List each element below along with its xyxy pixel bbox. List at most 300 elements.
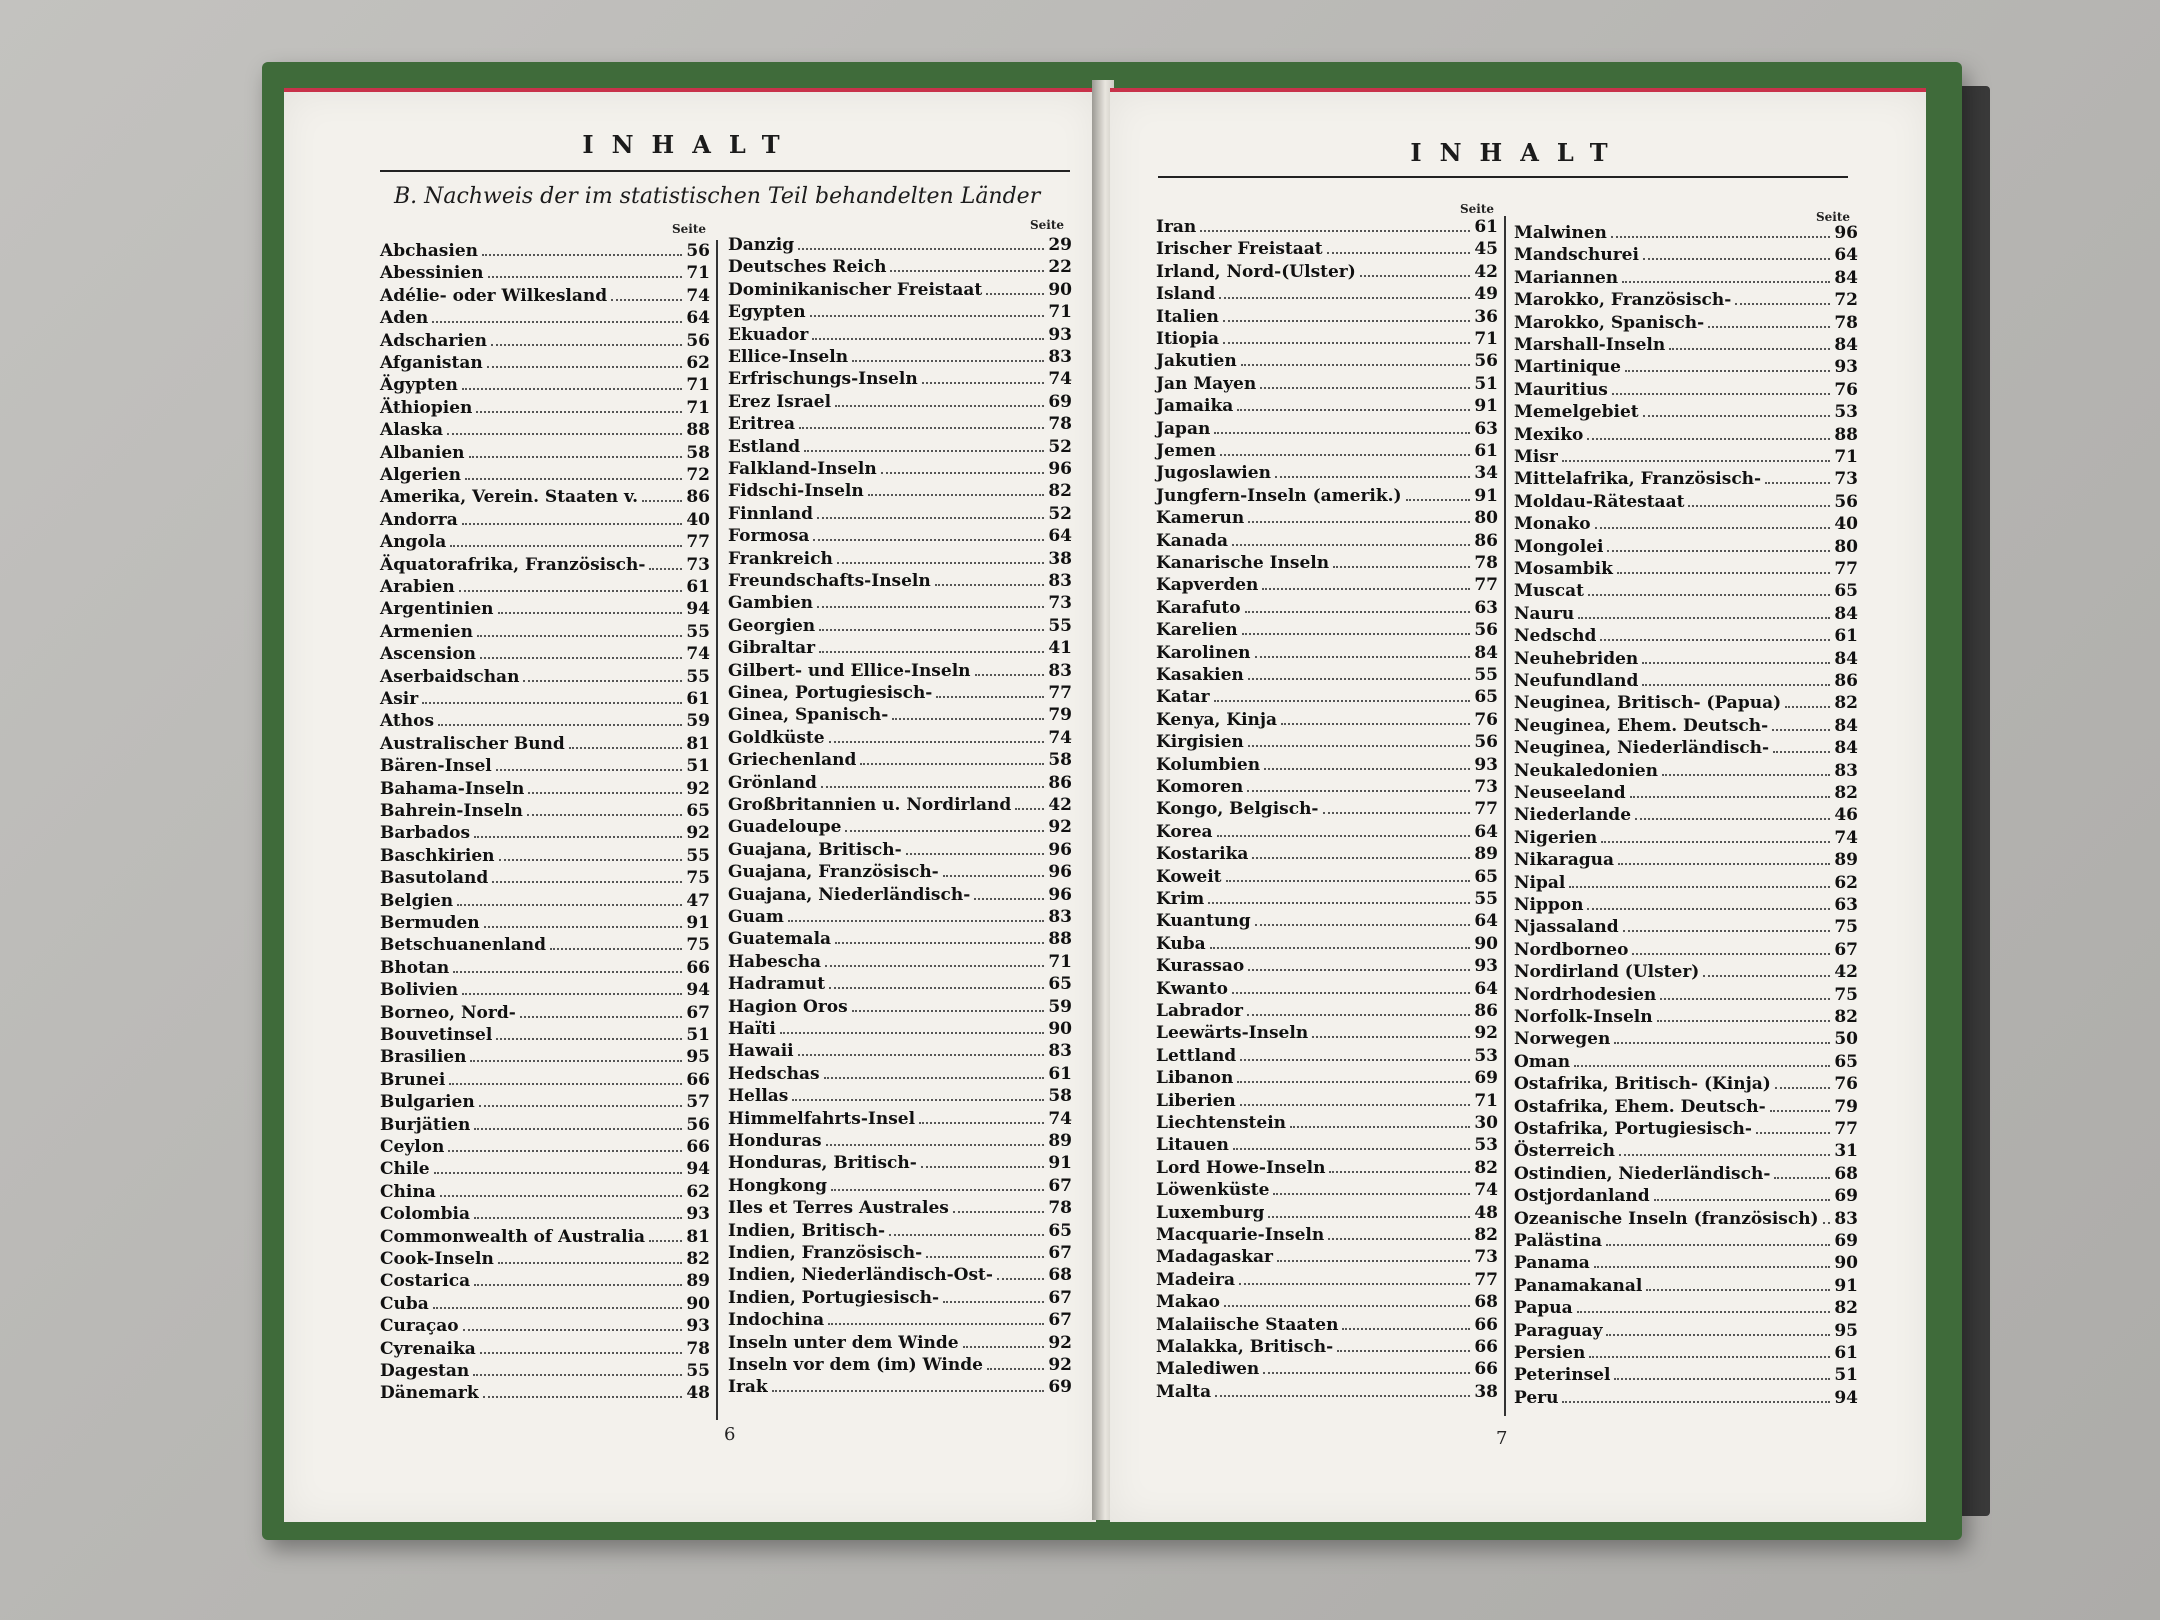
country-name: Neukaledonien: [1514, 760, 1659, 781]
page-ref: 31: [1834, 1141, 1858, 1162]
index-entry: [380, 778, 710, 800]
index-entry: [380, 352, 710, 374]
page-ref: 64: [1474, 911, 1498, 932]
country-name: Hadramut: [728, 974, 826, 995]
dot-leader: [1328, 1228, 1470, 1240]
index-entry: [380, 554, 710, 576]
country-name: Krim: [1156, 889, 1205, 909]
dot-leader: [487, 356, 682, 368]
country-name: Argentinien: [380, 599, 494, 620]
page-ref: 81: [686, 1226, 710, 1247]
dot-leader: [1240, 1049, 1470, 1061]
country-name: Malaiische Staaten: [1156, 1314, 1339, 1335]
country-name: Peterinsel: [1514, 1365, 1611, 1386]
page-ref: 45: [1474, 239, 1498, 260]
dot-leader: [987, 1358, 1044, 1370]
index-entry: [1156, 1381, 1498, 1403]
index-entry: [380, 307, 710, 329]
dot-leader: [922, 372, 1044, 384]
index-entry: [1514, 356, 1858, 378]
dot-leader: [1264, 758, 1470, 770]
country-name: Madagaskar: [1156, 1247, 1273, 1268]
dot-leader: [1623, 920, 1830, 932]
index-entry: [728, 592, 1072, 614]
index-entry: [1156, 866, 1498, 888]
page-ref: 73: [1474, 777, 1498, 797]
index-entry: [1156, 933, 1498, 955]
country-name: Borneo, Nord-: [380, 1002, 516, 1023]
page-ref: 38: [1048, 548, 1072, 569]
country-name: Dagestan: [380, 1361, 470, 1381]
page-ref: 40: [686, 509, 710, 530]
country-name: Honduras, Britisch-: [728, 1153, 917, 1174]
country-name: Liechtenstein: [1156, 1113, 1287, 1133]
page-ref: 96: [1048, 862, 1072, 883]
index-entry: [1514, 1006, 1858, 1028]
country-name: Colombia: [380, 1204, 471, 1225]
dot-leader: [1618, 853, 1830, 865]
page-ref: 92: [1048, 1355, 1072, 1375]
page-ref: 69: [1048, 1377, 1072, 1398]
index-entry: [380, 1203, 710, 1225]
page-ref: 61: [1048, 1063, 1072, 1084]
country-name: Peru: [1514, 1387, 1559, 1408]
page-ref: 75: [686, 868, 710, 889]
dot-leader: [499, 849, 683, 861]
page-ref: 71: [1474, 1090, 1498, 1111]
page-ref: 36: [1474, 306, 1498, 327]
header-rule: [380, 170, 1070, 172]
dot-leader: [520, 1006, 682, 1018]
page-ref: 65: [1048, 1220, 1072, 1241]
index-entry: [1514, 1387, 1858, 1409]
page-ref: 53: [1474, 1045, 1498, 1066]
page-ref: 88: [1834, 424, 1858, 445]
dot-leader: [1262, 578, 1470, 590]
index-entry: [1514, 401, 1858, 423]
index-entry: [380, 845, 710, 867]
dot-leader: [523, 670, 682, 682]
index-column: [1514, 222, 1858, 1442]
dot-leader: [1660, 988, 1830, 1000]
dot-leader: [828, 1313, 1044, 1325]
dot-leader: [943, 1291, 1044, 1303]
country-name: Bermuden: [380, 913, 480, 933]
dot-leader: [488, 266, 683, 278]
index-entry: [1156, 1336, 1498, 1358]
country-name: Nedschd: [1514, 626, 1597, 647]
country-name: Bahama-Inseln: [380, 778, 525, 799]
index-entry: [1514, 558, 1858, 580]
country-name: Aserbaidschan: [380, 666, 520, 687]
country-name: Luxemburg: [1156, 1202, 1265, 1223]
country-name: Burjätien: [380, 1114, 471, 1135]
country-name: Armenien: [380, 621, 473, 642]
index-entry: [1514, 1028, 1858, 1050]
dot-leader: [1329, 1161, 1470, 1173]
dot-leader: [1773, 741, 1830, 753]
page-ref: 73: [1048, 593, 1072, 614]
dot-leader: [1577, 1301, 1830, 1313]
index-entry: [1156, 798, 1498, 820]
country-name: Jugoslawien: [1156, 463, 1271, 484]
page-ref: 68: [1048, 1265, 1072, 1286]
index-entry: [1156, 843, 1498, 865]
index-entry: [1514, 1230, 1858, 1252]
country-name: Iran: [1156, 217, 1197, 237]
page-ref: 71: [1048, 951, 1072, 972]
page-ref: 84: [1834, 738, 1858, 759]
dot-leader: [470, 1050, 682, 1062]
page-ref: 46: [1834, 805, 1858, 826]
dot-leader: [889, 1224, 1044, 1236]
index-entry: [1514, 1297, 1858, 1319]
page-ref: 96: [1048, 459, 1072, 479]
page-ref: 88: [1048, 929, 1072, 950]
country-name: Kuba: [1156, 933, 1206, 954]
index-entry: [1514, 1208, 1858, 1230]
page-ref: 93: [1834, 357, 1858, 378]
country-name: Persien: [1514, 1343, 1586, 1363]
country-name: Memelgebiet: [1514, 402, 1639, 423]
dot-leader: [868, 484, 1044, 496]
dot-leader: [498, 602, 682, 614]
dot-leader: [831, 1179, 1044, 1191]
index-entry: [728, 1287, 1072, 1309]
page-ref: 92: [1048, 1332, 1072, 1353]
dot-leader: [1237, 1071, 1470, 1083]
index-entry: [728, 861, 1072, 883]
page-ref: 80: [1834, 536, 1858, 557]
country-name: Basutoland: [380, 868, 489, 889]
dot-leader: [1210, 937, 1470, 949]
country-name: Georgien: [728, 615, 816, 636]
page-ref: 76: [1834, 1074, 1858, 1095]
index-entry: [1514, 894, 1858, 916]
dot-leader: [474, 1207, 682, 1219]
country-name: Ostafrika, Portugiesisch-: [1514, 1119, 1752, 1139]
page-ref: 71: [1048, 302, 1072, 323]
index-column: [1156, 216, 1498, 1436]
dot-leader: [804, 440, 1044, 452]
index-entry: [380, 733, 710, 755]
page-ref: 55: [1474, 665, 1498, 685]
index-entry: [728, 816, 1072, 838]
page-ref: 82: [1474, 1157, 1498, 1178]
country-name: Neuseeland: [1514, 783, 1626, 803]
dot-leader: [433, 1297, 682, 1309]
country-name: Commonwealth of Australia: [380, 1226, 646, 1247]
dot-leader: [528, 782, 682, 794]
dot-leader: [1214, 690, 1470, 702]
country-name: Äthiopien: [380, 397, 473, 418]
page-ref: 71: [1474, 329, 1498, 349]
index-entry: [1514, 849, 1858, 871]
page-ref: 66: [1474, 1359, 1498, 1380]
country-name: Neufundland: [1514, 671, 1639, 691]
dot-leader: [792, 1089, 1044, 1101]
country-name: Kwanto: [1156, 978, 1228, 999]
country-name: Österreich: [1514, 1141, 1615, 1162]
page-ref: 75: [1834, 917, 1858, 938]
page-ref: 83: [1048, 347, 1072, 367]
page-ref: 79: [1834, 1096, 1858, 1117]
dot-leader: [860, 753, 1044, 765]
country-name: Muscat: [1514, 581, 1584, 602]
page-ref: 38: [1474, 1381, 1498, 1402]
dot-leader: [434, 1162, 682, 1174]
index-entry: [1514, 446, 1858, 468]
index-entry: [1514, 782, 1858, 804]
index-entry: [1514, 1320, 1858, 1342]
page-ref: 56: [1834, 491, 1858, 512]
index-entry: [380, 1046, 710, 1068]
page-ref: 65: [1048, 974, 1072, 995]
country-name: Großbritannien u. Nordirland: [728, 795, 1012, 815]
seite-label: Seite: [1460, 202, 1495, 216]
dot-leader: [1770, 1100, 1830, 1112]
index-entry: [728, 660, 1072, 682]
country-name: Malediwen: [1156, 1359, 1260, 1380]
country-name: Kurassao: [1156, 956, 1245, 977]
dot-leader: [463, 1319, 682, 1331]
dot-leader: [986, 283, 1044, 295]
page-ref: 75: [1834, 984, 1858, 1005]
index-entry: [1156, 530, 1498, 552]
country-name: Guatemala: [728, 929, 832, 950]
country-name: Mosambik: [1514, 559, 1613, 579]
page-ref: 94: [686, 599, 710, 620]
page-ref: 48: [1474, 1202, 1498, 1223]
index-entry: [728, 1040, 1072, 1062]
dot-leader: [462, 983, 682, 995]
page-ref: 49: [1474, 284, 1498, 305]
dot-leader: [1600, 629, 1830, 641]
page-ref: 89: [1834, 850, 1858, 871]
country-name: Finnland: [728, 503, 813, 524]
index-entry: [728, 1332, 1072, 1354]
page-ref: 51: [1834, 1365, 1858, 1386]
page-ref: 59: [686, 711, 710, 732]
country-name: Hellas: [728, 1086, 789, 1107]
dot-leader: [1785, 696, 1830, 708]
country-name: Mittelafrika, Französisch-: [1514, 469, 1762, 490]
page-ref: 29: [1048, 235, 1072, 255]
country-name: Belgien: [380, 890, 454, 911]
page-ref: 42: [1834, 962, 1858, 983]
index-entry: [1156, 978, 1498, 1000]
dot-leader: [1735, 293, 1830, 305]
index-entry: [728, 548, 1072, 570]
country-name: Gibraltar: [728, 638, 816, 659]
page-ref: 89: [686, 1271, 710, 1292]
country-name: Inseln vor dem (im) Winde: [728, 1355, 983, 1375]
page-ref: 92: [686, 823, 710, 844]
index-entry: [380, 330, 710, 352]
dot-leader: [788, 910, 1044, 922]
country-name: Jamaika: [1156, 396, 1234, 417]
index-entry: [380, 1024, 710, 1046]
page-ref: 53: [1474, 1135, 1498, 1156]
country-name: Mandschurei: [1514, 245, 1639, 266]
dot-leader: [480, 647, 682, 659]
country-name: Nigerien: [1514, 827, 1598, 848]
dot-leader: [457, 894, 682, 906]
dot-leader: [935, 574, 1044, 586]
page-ref: 65: [1834, 581, 1858, 602]
dot-leader: [438, 714, 682, 726]
index-entry: [1514, 670, 1858, 692]
index-entry: [380, 509, 710, 531]
dot-leader: [1708, 316, 1830, 328]
page-ref: 90: [686, 1293, 710, 1314]
index-entry: [380, 531, 710, 553]
country-name: Njassaland: [1514, 917, 1619, 938]
index-entry: [1156, 238, 1498, 260]
country-name: Indochina: [728, 1310, 825, 1331]
dot-leader: [1281, 713, 1470, 725]
index-entry: [380, 890, 710, 912]
dot-leader: [447, 423, 682, 435]
page-ref: 67: [1048, 1243, 1072, 1263]
page-ref: 82: [1048, 481, 1072, 502]
page-ref: 66: [686, 1137, 710, 1157]
country-name: Hagion Oros: [728, 996, 848, 1017]
index-entry: [728, 368, 1072, 390]
page-ref: 74: [1048, 1108, 1072, 1129]
page-ref: 91: [1048, 1153, 1072, 1174]
page-ref: 83: [1834, 1208, 1858, 1229]
index-entry: [728, 749, 1072, 771]
left-page: [284, 88, 1096, 1522]
country-name: Nordborneo: [1514, 939, 1629, 960]
index-entry: [380, 912, 710, 934]
country-name: Nikaragua: [1514, 850, 1615, 871]
page-ref: 93: [686, 1316, 710, 1337]
page-ref: 67: [1048, 1287, 1072, 1308]
page-ref: 75: [686, 935, 710, 956]
index-entry: [1514, 1342, 1858, 1364]
index-entry: [728, 772, 1072, 794]
page-ref: 82: [1834, 1298, 1858, 1319]
page-ref: 96: [1834, 223, 1858, 243]
page-ref: 74: [1474, 1180, 1498, 1201]
country-name: Mariannen: [1514, 267, 1619, 288]
country-name: Habescha: [728, 951, 822, 972]
index-entry: [1514, 804, 1858, 826]
page-ref: 58: [1048, 750, 1072, 771]
page-ref: 74: [1048, 727, 1072, 748]
index-entry: [1514, 827, 1858, 849]
index-entry: [1514, 1118, 1858, 1140]
index-entry: [1156, 261, 1498, 283]
country-name: Norfolk-Inseln: [1514, 1007, 1653, 1027]
country-name: Bhotan: [380, 957, 450, 978]
country-name: Kostarika: [1156, 844, 1249, 865]
index-entry: [1156, 1246, 1498, 1268]
page-ref: 48: [686, 1383, 710, 1404]
country-name: Egypten: [728, 302, 806, 323]
dot-leader: [1248, 511, 1470, 523]
index-entry: [728, 637, 1072, 659]
dot-leader: [974, 888, 1044, 900]
index-entry: [1514, 1163, 1858, 1185]
dot-leader: [422, 692, 682, 704]
dot-leader: [890, 260, 1044, 272]
index-entry: [380, 643, 710, 665]
page-ref: 78: [1474, 553, 1498, 573]
dot-leader: [484, 916, 682, 928]
page-ref: 83: [1048, 907, 1072, 927]
dot-leader: [1765, 472, 1830, 484]
page-ref: 55: [686, 1361, 710, 1381]
index-entry: [1156, 955, 1498, 977]
page-ref: 55: [1474, 889, 1498, 909]
country-name: Guam: [728, 907, 784, 927]
country-name: Ostafrika, Ehem. Deutsch-: [1514, 1096, 1766, 1117]
page-ref: 78: [1048, 414, 1072, 435]
country-name: Afganistan: [380, 353, 483, 373]
country-name: Cyrenaika: [380, 1338, 476, 1359]
index-entry: [1514, 580, 1858, 602]
index-entry: [728, 1242, 1072, 1264]
index-entry: [380, 598, 710, 620]
dot-leader: [1248, 959, 1470, 971]
dot-leader: [462, 513, 682, 525]
dot-leader: [550, 938, 682, 950]
page-ref: 47: [686, 890, 710, 911]
dot-leader: [462, 378, 682, 390]
page-ref: 42: [1474, 261, 1498, 282]
dot-leader: [1223, 310, 1470, 322]
page-ref: 65: [686, 801, 710, 821]
dot-leader: [1823, 1212, 1830, 1224]
dot-leader: [1611, 226, 1830, 238]
country-name: Monako: [1514, 514, 1591, 535]
index-entry: [1514, 334, 1858, 356]
index-entry: [728, 1264, 1072, 1286]
index-entry: [380, 979, 710, 1001]
page-ref: 42: [1048, 795, 1072, 815]
dot-leader: [1643, 248, 1830, 260]
index-entry: [1156, 1269, 1498, 1291]
country-name: Danzig: [728, 235, 795, 255]
index-entry: [728, 1354, 1072, 1376]
dot-leader: [1263, 1362, 1470, 1374]
country-name: Nauru: [1514, 603, 1575, 624]
dot-leader: [1614, 1032, 1830, 1044]
page-ref: 95: [1834, 1320, 1858, 1341]
index-entry: [728, 928, 1072, 950]
dot-leader: [1342, 1318, 1470, 1330]
index-entry: [380, 1293, 710, 1315]
page-ref: 88: [686, 420, 710, 441]
country-name: Kasakien: [1156, 665, 1244, 685]
dot-leader: [1268, 1206, 1470, 1218]
page-ref: 58: [1048, 1086, 1072, 1107]
page-ref: 79: [1048, 705, 1072, 726]
page-ref: 83: [1834, 760, 1858, 781]
country-name: Dominikanischer Freistaat: [728, 279, 983, 300]
country-name: Irischer Freistaat: [1156, 239, 1323, 260]
index-entry: [1156, 283, 1498, 305]
country-name: Brasilien: [380, 1047, 467, 1068]
country-name: Fidschi-Inseln: [728, 481, 864, 502]
index-entry: [380, 1226, 710, 1248]
dot-leader: [826, 1134, 1044, 1146]
dot-leader: [835, 395, 1044, 407]
index-entry: [1156, 395, 1498, 417]
